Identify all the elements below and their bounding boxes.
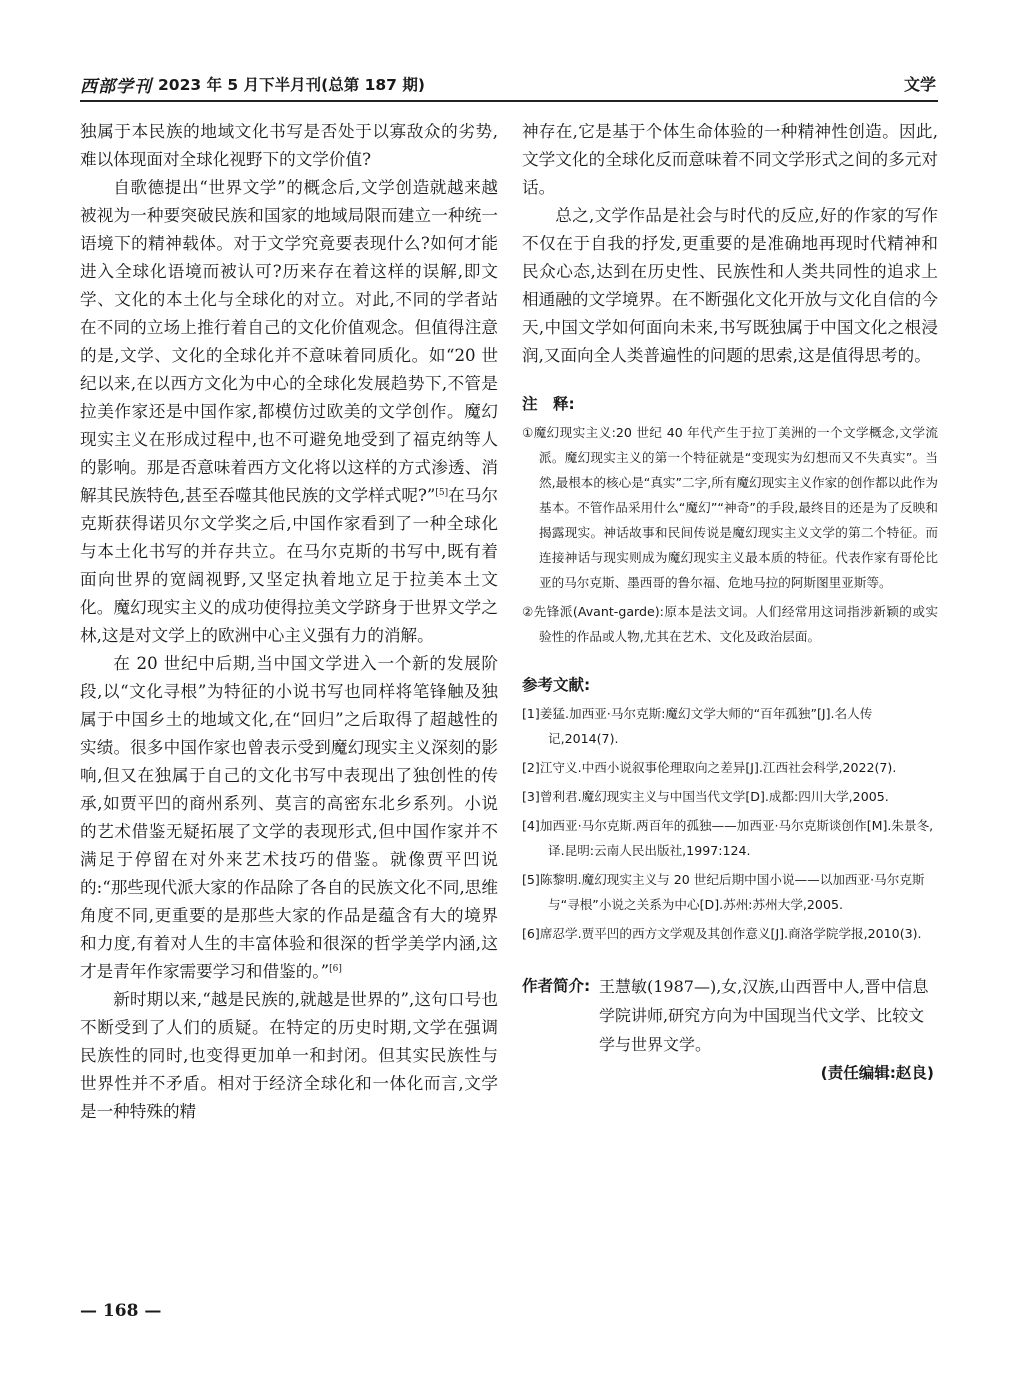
citation-ref[interactable]: [5] (435, 488, 449, 498)
right-column (522, 118, 938, 1083)
paragraph: 独属于本民族的地域文化书写是否处于以寡敌众的劣势,难以体现面对全球化视野下的文学价值? (80, 122, 498, 169)
paragraph: 神存在,它是基于个体生命体验的一种精神性创造。因此,文学文化的全球化反而意味着不同文学形式之间的多元对话。 (522, 122, 938, 197)
references-heading: 参考文献: (522, 676, 591, 694)
paragraph: 总之,文学作品是社会与时代的反应,好的作家的写作不仅在于自我的抒发,更重要的是准确地再现时代精神和民众心态,达到在历史性、民族性和人类共同性的追求上相通融的文学境界。在不断强化文化开放与文化自信的今天,中国文学如何面向未来,书写既独属于中国文化之根浸润,又面向全人类普遍性的问题的思索,这是值得思考的。 (522, 206, 938, 365)
references-list (522, 701, 938, 946)
reference-item: [5]陈黎明.魔幻现实主义与 20 世纪后期中国小说——以加西亚·马尔克斯与“寻根”小说之关系为中心[D].苏州:苏州大学,2005. (522, 872, 925, 912)
author-bio (522, 972, 938, 1059)
reference-item: [4]加西亚·马尔克斯.两百年的孤独——加西亚·马尔克斯谈创作[M].朱景冬,译.昆明:云南人民出版社,1997:124. (522, 818, 934, 858)
issue-info: 2023 年 5 月下半月刊(总第 187 期) (158, 76, 425, 94)
left-column (80, 118, 498, 1126)
paragraph-text: 在马尔克斯获得诺贝尔文学奖之后,中国作家看到了一种全球化与本土化书写的并存共立。在马尔克斯的书写中,既有着面向世界的宽阔视野,又坚定执着地立足于拉美本土文化。魔幻现实主义的成功使得拉美文学跻身于世界文学之林,这是对文学上的欧洲中心主义强有力的消解。 (80, 486, 499, 645)
notes-heading: 注 释: (522, 395, 575, 413)
paragraph (80, 174, 498, 650)
notes-list (522, 420, 938, 649)
running-header (80, 68, 938, 102)
section-label: 文学 (903, 75, 936, 94)
note-item: ②先锋派(Avant-garde):原本是法文词。人们经常用这词指涉新颖的或实验性的作品或人物,尤其在艺术、文化及政治层面。 (522, 604, 938, 644)
reference-item: [6]席忍学.贾平凹的西方文学观及其创作意义[J].商洛学院学报,2010(3). (522, 926, 922, 941)
author-text: 王慧敏(1987—),女,汉族,山西晋中人,晋中信息学院讲师,研究方向为中国现当代文学、比较文学与世界文学。 (599, 977, 929, 1054)
page-number: — 168 — (80, 1301, 162, 1321)
citation-ref[interactable]: [6] (329, 964, 342, 974)
paragraph-text: 在 20 世纪中后期,当中国文学进入一个新的发展阶段,以“文化寻根”为特征的小说书写也同样将笔锋触及独属于中国乡土的地域文化,在“回归”之后取得了超越性的实绩。很多中国作家也曾表示受到魔幻现实主义深刻的影响,但又在独属于自己的文化书写中表现出了独创性的传承,如贾平凹的商州系列、莫言的高密东北乡系列。小说的艺术借鉴无疑拓展了文学的表现形式,但中国作家并不满足于停留在对外来艺术技巧的借鉴。就像贾平凹说的:“那些现代派大家的作品除了各自的民族文化不同,思维角度不同,更重要的是那些大家的作品是蕴含有大的境界和力度,有着对人生的丰富体验和很深的哲学美学内涵,这才是青年作家需要学习和借鉴的。” (80, 654, 498, 981)
responsible-editor: (责任编辑:赵良) (820, 1064, 934, 1082)
reference-item: [1]姜猛.加西亚·马尔克斯:魔幻文学大师的“百年孤独”[J].名人传记,2014(7). (522, 706, 873, 746)
author-label: 作者简介: (522, 977, 591, 995)
journal-logo: 西部学刊 (80, 77, 152, 97)
reference-item: [3]曾利君.魔幻现实主义与中国当代文学[D].成都:四川大学,2005. (522, 789, 889, 804)
paragraph (80, 650, 498, 986)
note-item: ①魔幻现实主义:20 世纪 40 年代产生于拉丁美洲的一个文学概念,文学流派。魔幻现实主义的第一个特征就是“变现实为幻想而又不失真实”。当然,最根本的核心是“真实”二字,所有魔幻现实主义作家的创作都以此作为基本。不管作品采用什么“魔幻”“神奇”的手段,最终目的还是为了反映和揭露现实。神话故事和民间传说是魔幻现实主义文学的第二个特征。而连接神话与现实则成为魔幻现实主义最本质的特征。代表作家有哥伦比亚的马尔克斯、墨西哥的鲁尔福、危地马拉的阿斯图里亚斯等。 (522, 425, 938, 590)
paragraph: 新时期以来,“越是民族的,就越是世界的”,这句口号也不断受到了人们的质疑。在特定的历史时期,文学在强调民族性的同时,也变得更加单一和封闭。但其实民族性与世界性并不矛盾。相对于经济全球化和一体化而言,文学是一种特殊的精 (80, 990, 498, 1121)
paragraph-text: 自歌德提出“世界文学”的概念后,文学创造就越来越被视为一种要突破民族和国家的地域局限而建立一种统一语境下的精神载体。对于文学究竟要表现什么?如何才能进入全球化语境而被认可?历来存在着这样的误解,即文学、文化的本土化与全球化的对立。对此,不同的学者站在不同的立场上推行着自己的文化价值观念。但值得注意的是,文学、文化的全球化并不意味着同质化。如“20 世纪以来,在以西方文化为中心的全球化发展趋势下,不管是拉美作家还是中国作家,都模仿过欧美的文学创作。魔幻现实主义在形成过程中,也不可避免地受到了福克纳等人的影响。那是否意味着西方文化将以这样的方式渗透、消解其民族特色,甚至吞噬其他民族的文学样式呢?” (80, 178, 498, 505)
reference-item: [2]江守义.中西小说叙事伦理取向之差异[J].江西社会科学,2022(7). (522, 760, 897, 775)
